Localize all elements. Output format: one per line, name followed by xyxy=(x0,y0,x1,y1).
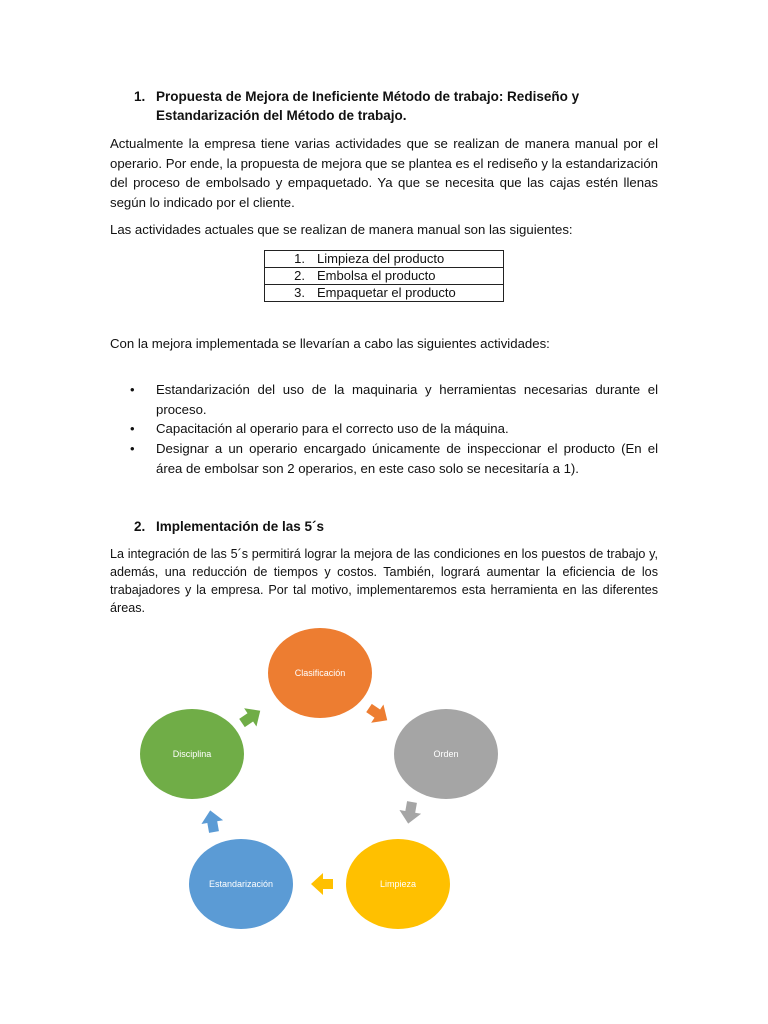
node-clasificacion-label: Clasificación xyxy=(294,668,346,678)
node-clasificacion xyxy=(268,628,372,718)
bullet-marker: • xyxy=(130,441,135,456)
current-activities-intro: Las actividades actuales que se realizan de manera manual son las siguientes: xyxy=(110,222,573,237)
5s-paragraph: La integración de las 5´s permitirá lograr la mejora de las condiciones en los puestos de trabajo y, además, una reducción de tiempos y costos. También, logrará aumentar la eficiencia de los trabajadores y la empresa. Por tal motivo, implementaremos esta herramienta en las diferentes áreas. xyxy=(110,547,658,615)
section-2-number: 2. xyxy=(134,519,146,534)
intro-paragraph: Actualmente la empresa tiene varias actividades que se realizan de manera manual por el operario. Por ende, la propuesta de mejora que se plantea es el rediseño y la estandarización del proceso de embolsado y empaquetado. Ya que se necesita que las cajas estén llenas según lo indicado por el cliente. xyxy=(110,136,658,210)
node-disciplina xyxy=(140,709,244,799)
activity-text: Embolsa el producto xyxy=(317,268,436,283)
improvements-intro: Con la mejora implementada se llevarían a cabo las siguientes actividades: xyxy=(110,336,550,351)
bullet-marker: • xyxy=(130,421,135,436)
section-1-title-line2: Estandarización del Método de trabajo. xyxy=(156,108,407,123)
activity-text: Limpieza del producto xyxy=(317,251,445,266)
node-disciplina-label: Disciplina xyxy=(172,749,212,759)
section-1-title-line1: Propuesta de Mejora de Ineficiente Método de trabajo: Rediseño y xyxy=(156,89,580,104)
activity-number: 2. xyxy=(294,268,305,283)
list-item: Estandarización del uso de la maquinaria y herramientas necesarias durante el proceso. xyxy=(156,382,658,417)
activity-text: Empaquetar el producto xyxy=(317,285,456,300)
node-estandarizacion xyxy=(189,839,293,929)
node-estandarizacion-label: Estandarización xyxy=(208,879,274,889)
arrow-clasificacion-to-orden-icon xyxy=(363,699,394,730)
arrow-disciplina-to-clasificacion-icon xyxy=(236,702,267,733)
node-limpieza-label: Limpieza xyxy=(379,879,417,889)
bullet-marker: • xyxy=(130,382,135,397)
arrow-limpieza-to-estandarizacion-icon xyxy=(311,873,333,895)
list-item: Designar a un operario encargado únicamente de inspeccionar el producto (En el área de embolsar son 2 operarios, en este caso solo se necesitaría a 1). xyxy=(156,441,658,476)
arrow-orden-to-limpieza-icon xyxy=(397,800,422,825)
activity-number: 3. xyxy=(294,285,305,300)
section-1-number: 1. xyxy=(134,89,146,104)
activity-number: 1. xyxy=(294,251,305,266)
arrow-estandarizacion-to-disciplina-icon xyxy=(199,808,224,833)
node-limpieza xyxy=(346,839,450,929)
section-2-title: Implementación de las 5´s xyxy=(156,519,325,534)
node-orden-label: Orden xyxy=(433,749,459,759)
list-item: Capacitación al operario para el correcto uso de la máquina. xyxy=(156,421,509,436)
node-orden xyxy=(394,709,498,799)
